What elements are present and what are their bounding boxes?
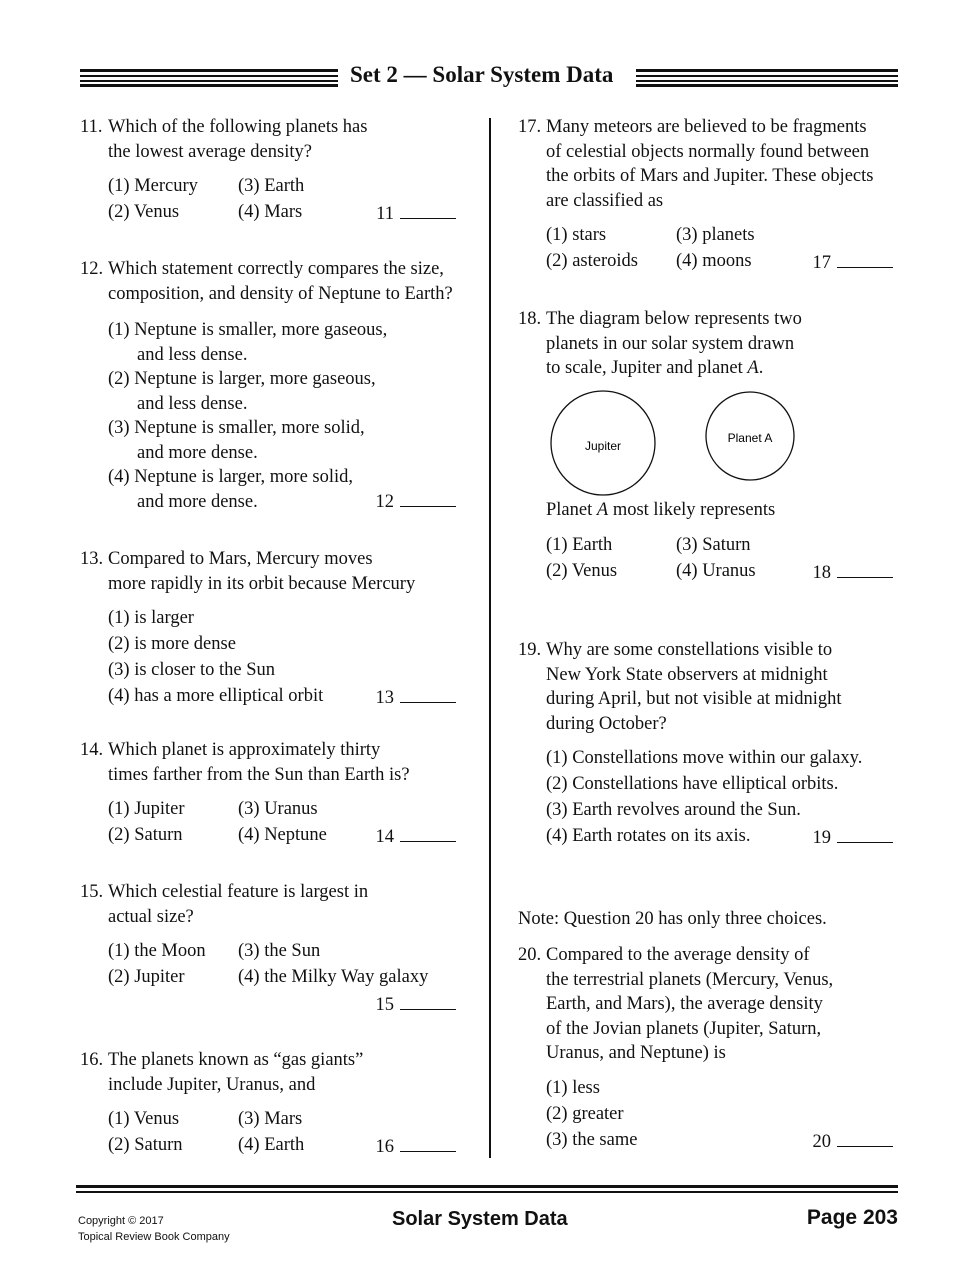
header-rule-left [80,69,338,86]
choice-1: (1) Earth [546,534,613,555]
choice-3: (3) Neptune is smaller, more solid, and more dense. [108,418,365,463]
choices [546,746,893,850]
header-rule-right [636,69,898,86]
choice-2: (2) Neptune is larger, more gaseous, and less dense. [108,369,376,414]
stem-line: Which statement correctly compares the size, [108,259,444,279]
choice-4: (4) Neptune is larger, more solid, and more dense. 12 [108,465,456,514]
choice-2: (2) Venus [546,560,618,581]
choice-2: (2) is more dense [108,634,236,654]
stem-line: of celestial objects normally found between [546,141,870,162]
stem-line: of the Jovian planets (Jupiter, Saturn, [546,1018,822,1039]
section-title: Set 2 — Solar System Data [350,62,614,87]
question-stem [546,307,893,381]
answer-number: 11 [376,204,394,224]
section-header [80,62,898,92]
stem-line: to scale, Jupiter and planet A. [546,358,764,378]
choices [108,174,456,226]
choice-1: (1) Mercury [108,176,198,196]
publisher-line: Topical Review Book Company [78,1231,230,1243]
question-stem [546,115,893,213]
choice-2: (2) Saturn [108,1135,183,1155]
prompt-line: Planet A most likely represents [546,500,776,520]
stem-line: more rapidly in its orbit because Mercury [108,573,416,594]
choice-3: (3) the Sun [238,941,321,961]
question-number: 12. [80,259,104,279]
stem-line: include Jupiter, Uranus, and [108,1074,316,1095]
question-stem [108,880,456,929]
answer-blank[interactable] [376,488,457,515]
answer-blank[interactable] [813,1128,894,1155]
question-number: 13. [80,549,104,569]
page-number: Page 203 [806,1206,898,1229]
question-stem [108,115,456,164]
choices [546,223,893,275]
answer-number: 15 [375,995,394,1015]
stem-line: composition, and density of Neptune to Earth? [108,283,453,304]
stem-line: planets in our solar system drawn [546,333,795,354]
question-17 [518,115,893,275]
answer-number: 18 [812,562,831,583]
choices [108,797,456,849]
question-stem [546,638,893,736]
question-number: 14. [80,740,104,760]
choice-3: (3) Earth revolves around the Sun. [546,800,801,820]
stem-line: the orbits of Mars and Jupiter. These objects [546,166,874,186]
answer-number: 16 [375,1137,394,1157]
stem-line: Which planet is approximately thirty [108,740,381,760]
choices [108,318,456,514]
question-note: Note: Question 20 has only three choices. [518,909,827,929]
copyright-line: Copyright © 2017 [78,1215,164,1227]
choice-2: (2) Venus [108,202,180,222]
stem-line: are classified as [546,190,664,211]
choice-1: (1) Constellations move within our galaxy. [546,748,863,768]
answer-number: 17 [812,253,831,273]
question-18-prompt [518,498,893,585]
choice-1: (1) Neptune is smaller, more gaseous, and less dense. [108,320,388,365]
answer-blank[interactable] [813,824,894,851]
choice-3: (3) the same [546,1129,638,1150]
stem-line: the lowest average density? [108,141,312,162]
choice-1: (1) less [546,1077,600,1098]
question-stem [108,738,456,787]
choice-2: (2) Jupiter [108,967,185,987]
planet-diagram [548,388,808,503]
question-number: 16. [80,1050,104,1070]
choice-4: (4) Earth [238,1135,305,1155]
choice-4: (4) Neptune [238,825,327,845]
stem-line: during April, but not visible at midnight [546,689,842,709]
answer-number: 19 [812,828,831,848]
footer-title: Solar System Data [392,1208,568,1230]
answer-number: 20 [812,1131,831,1152]
choice-2: (2) Saturn [108,825,183,845]
stem-line: Uranus, and Neptune) is [546,1043,726,1063]
answer-blank[interactable] [376,991,457,1018]
question-stem [546,943,893,1066]
choice-1: (1) is larger [108,608,194,628]
question-15 [80,880,456,1017]
jupiter-label: Jupiter [584,439,622,453]
choice-1: (1) stars [546,225,607,245]
choice-4: (4) has a more elliptical orbit [108,686,324,706]
answer-blank[interactable] [376,200,456,227]
choice-1: (1) the Moon [108,941,206,961]
choice-3: (3) Mars [238,1109,303,1129]
stem-line: Which of the following planets has [108,117,368,137]
choice-4: (4) Earth rotates on its axis. [546,826,751,846]
answer-blank[interactable] [813,249,894,276]
question-11 [80,115,456,226]
choice-3: (3) Earth [238,176,305,196]
stem-line: Compared to the average density of [546,945,810,965]
choice-2: (2) greater [546,1103,624,1124]
choice-4: (4) Uranus [676,560,756,581]
choices [108,1107,456,1159]
question-stem [108,547,456,596]
stem-line: Why are some constellations visible to [546,640,833,660]
stem-line: Which celestial feature is largest in [108,882,369,902]
question-18 [518,307,893,381]
question-number: 18. [518,309,542,329]
question-number: 20. [518,945,542,965]
choice-4: (4) Mars [238,202,303,222]
stem-line: Compared to Mars, Mercury moves [108,549,373,569]
question-16 [80,1048,456,1159]
answer-number: 12 [375,491,394,512]
choice-2: (2) asteroids [546,251,638,271]
question-19 [518,638,893,850]
question-20 [518,943,893,1154]
stem-line: the terrestrial planets (Mercury, Venus, [546,969,834,990]
footer-rule [76,1185,898,1193]
answer-blank[interactable] [376,1133,457,1160]
stem-line: times farther from the Sun than Earth is? [108,764,410,785]
copyright [78,1213,230,1245]
choices [546,533,893,585]
question-number: 17. [518,117,542,137]
question-13 [80,547,456,710]
column-divider [489,118,491,1158]
stem-line: during October? [546,713,667,734]
planet-a-label: Planet A [727,431,773,445]
question-number: 19. [518,640,542,660]
choice-1: (1) Jupiter [108,799,185,819]
answer-number: 14 [375,827,394,847]
answer-blank[interactable] [376,823,457,850]
stem-line: The planets known as “gas giants” [108,1050,364,1070]
choice-3: (3) is closer to the Sun [108,660,275,680]
question-number: 15. [80,882,104,902]
choice-4: (4) the Milky Way galaxy [238,967,429,987]
answer-blank[interactable] [376,684,457,711]
choice-1: (1) Venus [108,1109,180,1129]
question-stem [108,257,456,306]
choice-4: (4) moons [676,251,752,271]
answer-number: 13 [375,688,394,708]
stem-line: actual size? [108,906,194,927]
question-number: 11. [80,117,103,137]
choices [108,939,456,1017]
choices [546,1076,893,1154]
question-12 [80,257,456,514]
stem-line: New York State observers at midnight [546,664,828,685]
stem-line: The diagram below represents two [546,309,802,329]
choice-3: (3) Uranus [238,799,318,819]
stem-line: Earth, and Mars), the average density [546,994,823,1014]
choices [108,606,456,710]
choice-2: (2) Constellations have elliptical orbits. [546,774,839,794]
stem-line: Many meteors are believed to be fragments [546,117,867,137]
question-14 [80,738,456,849]
question-stem [108,1048,456,1097]
answer-blank[interactable] [813,559,894,586]
choice-3: (3) planets [676,225,755,245]
choice-3: (3) Saturn [676,534,751,555]
